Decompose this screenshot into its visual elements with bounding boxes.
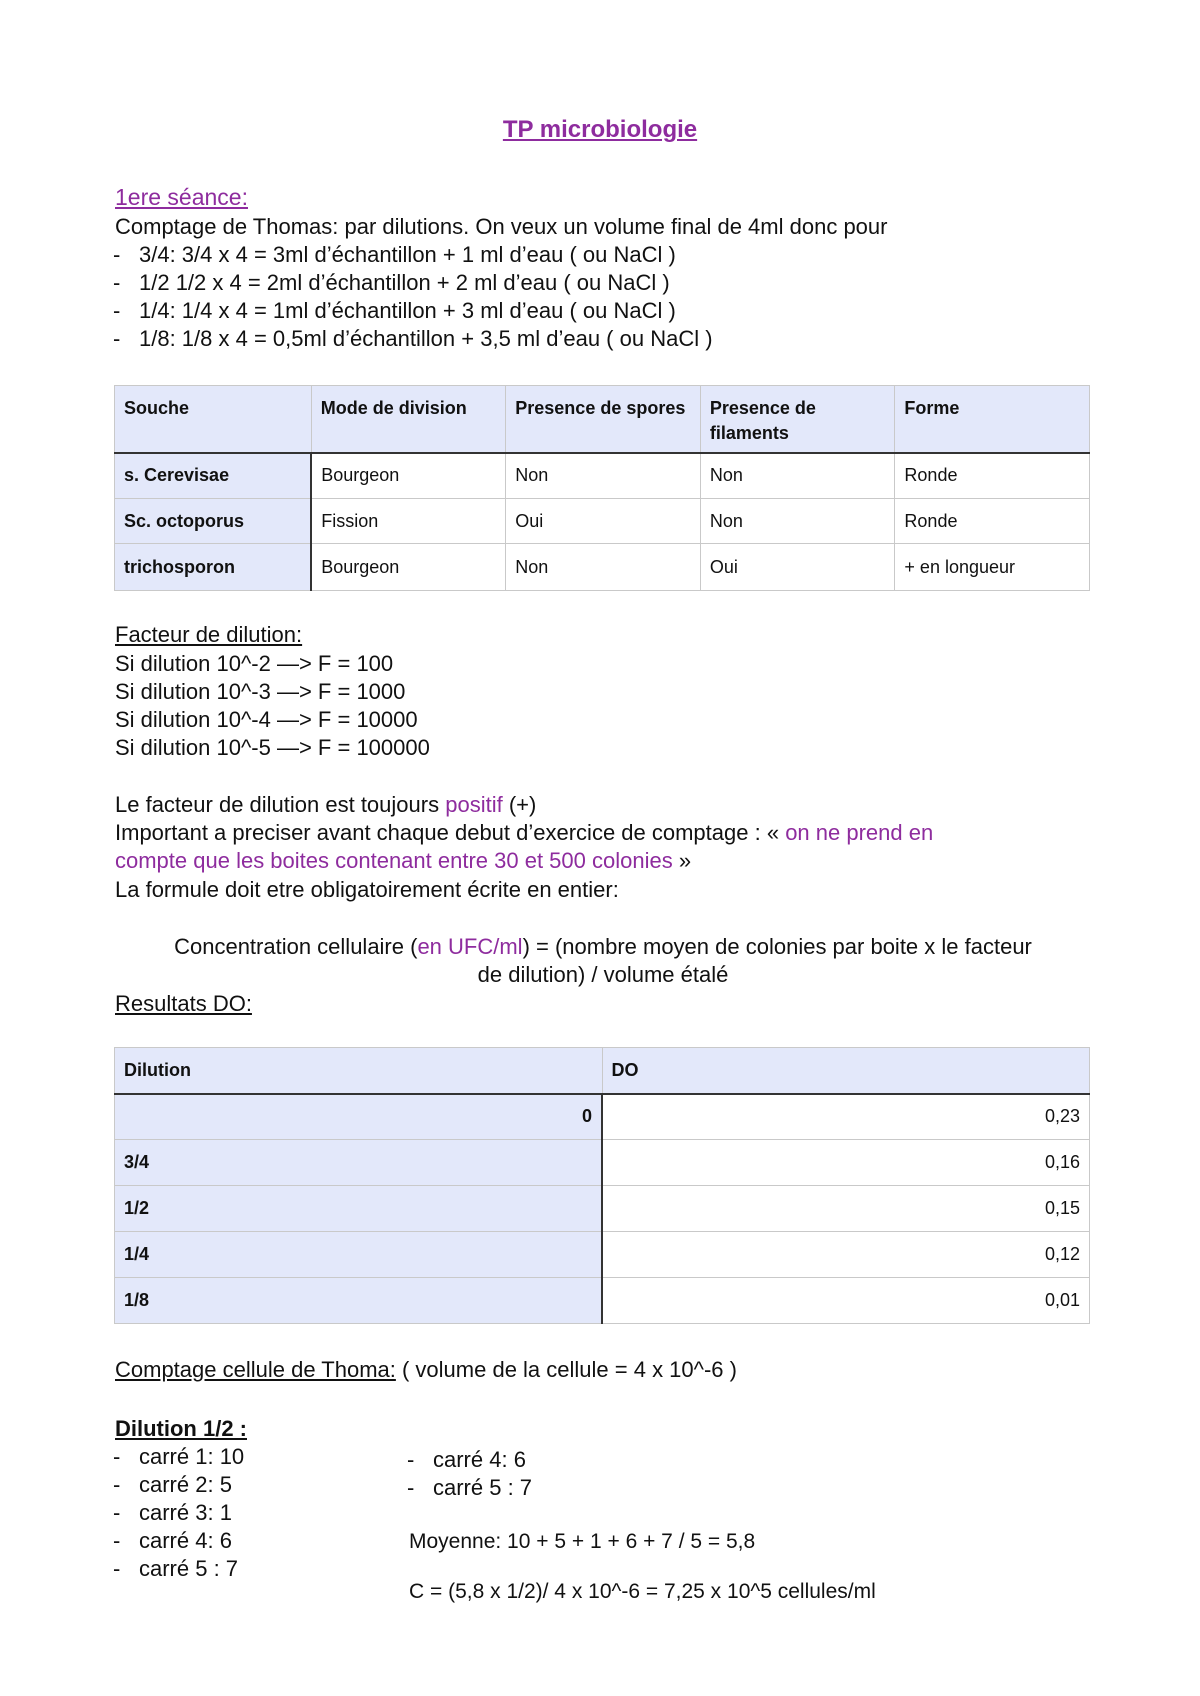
table-header: Presence de spores bbox=[506, 386, 701, 453]
bullet: - bbox=[113, 1500, 121, 1525]
do-table bbox=[114, 1047, 1090, 1324]
formula-line: Concentration cellulaire (en UFC/ml) = (nombre moyen de colonies par boite x le facteur bbox=[174, 934, 1032, 959]
list-item: - carré 1: 10 bbox=[113, 1444, 245, 1469]
souche-table bbox=[114, 385, 1090, 591]
important-highlight: compte que les boites contenant entre 30 et 500 colonies bbox=[115, 848, 673, 873]
bullet: - bbox=[113, 298, 121, 323]
table-cell: 1/4 bbox=[115, 1232, 603, 1278]
table-header: Mode de division bbox=[311, 386, 506, 453]
table-cell: Non bbox=[700, 499, 895, 544]
bullet: - bbox=[407, 1475, 415, 1500]
bullet: - bbox=[407, 1447, 415, 1472]
concentration-line: C = (5,8 x 1/2)/ 4 x 10^-6 = 7,25 x 10^5 cellules/ml bbox=[409, 1580, 876, 1603]
table-header: Forme bbox=[895, 386, 1090, 453]
table-cell: Bourgeon bbox=[311, 544, 506, 591]
facteur-line: Si dilution 10^-2 —> F = 100 bbox=[115, 651, 394, 676]
list-item: - 1/2 1/2 x 4 = 2ml d’échantillon + 2 ml d’eau ( ou NaCl ) bbox=[113, 270, 670, 295]
list-item: - carré 5 : 7 bbox=[113, 1556, 239, 1581]
table-cell: Non bbox=[506, 544, 701, 591]
dilution-half-heading: Dilution 1/2 : bbox=[115, 1416, 247, 1441]
table-cell: Oui bbox=[700, 544, 895, 591]
table-cell: 0,16 bbox=[602, 1140, 1090, 1186]
list-item: - carré 4: 6 bbox=[113, 1528, 232, 1553]
carre-list-right bbox=[407, 1446, 532, 1502]
table-header: Dilution bbox=[115, 1048, 603, 1094]
table-header: Presence de filaments bbox=[700, 386, 895, 453]
table-cell: Fission bbox=[311, 499, 506, 544]
facteur-line: Si dilution 10^-4 —> F = 10000 bbox=[115, 707, 418, 732]
list-item: - carré 5 : 7 bbox=[407, 1475, 533, 1500]
bullet: - bbox=[113, 1444, 121, 1469]
table-cell: 0,15 bbox=[602, 1186, 1090, 1232]
table-cell: 0 bbox=[115, 1094, 603, 1140]
seance-heading: 1ere séance: bbox=[115, 184, 248, 210]
table-cell: s. Cerevisae bbox=[115, 453, 312, 499]
list-item: - 3/4: 3/4 x 4 = 3ml d’échantillon + 1 ml d’eau ( ou NaCl ) bbox=[113, 242, 676, 267]
table-row bbox=[115, 1278, 1090, 1324]
table-row bbox=[115, 499, 1090, 544]
table-cell: Non bbox=[506, 453, 701, 499]
table-cell: Ronde bbox=[895, 499, 1090, 544]
table-row bbox=[115, 453, 1090, 499]
bullet: - bbox=[113, 326, 121, 351]
table-header: DO bbox=[602, 1048, 1090, 1094]
bullet: - bbox=[113, 242, 121, 267]
moyenne-line: Moyenne: 10 + 5 + 1 + 6 + 7 / 5 = 5,8 bbox=[409, 1530, 756, 1553]
table-header-row bbox=[115, 1048, 1090, 1094]
list-item: - carré 2: 5 bbox=[113, 1472, 232, 1497]
table-cell: 0,12 bbox=[602, 1232, 1090, 1278]
formule-intro: La formule doit etre obligatoirement écrite en entier: bbox=[115, 877, 619, 902]
table-cell: 1/2 bbox=[115, 1186, 603, 1232]
thoma-heading: Comptage cellule de Thoma: bbox=[115, 1357, 396, 1382]
table-cell: Non bbox=[700, 453, 895, 499]
list-item: - 1/4: 1/4 x 4 = 1ml d’échantillon + 3 ml d’eau ( ou NaCl ) bbox=[113, 298, 676, 323]
resultats-heading: Resultats DO: bbox=[115, 991, 252, 1016]
table-cell: Oui bbox=[506, 499, 701, 544]
table-cell: trichosporon bbox=[115, 544, 312, 591]
table-cell: 0,01 bbox=[602, 1278, 1090, 1324]
table-cell: Ronde bbox=[895, 453, 1090, 499]
list-item: - 1/8: 1/8 x 4 = 0,5ml d’échantillon + 3,5 ml d’eau ( ou NaCl ) bbox=[113, 326, 713, 351]
table-cell: Bourgeon bbox=[311, 453, 506, 499]
table-cell: + en longueur bbox=[895, 544, 1090, 591]
table-row bbox=[115, 1232, 1090, 1278]
important-line: Important a preciser avant chaque debut d’exercice de comptage : « on ne prend en bbox=[115, 820, 934, 845]
table-row bbox=[115, 1186, 1090, 1232]
table-cell: 3/4 bbox=[115, 1140, 603, 1186]
facteur-heading: Facteur de dilution: bbox=[115, 622, 303, 647]
table-cell: Sc. octoporus bbox=[115, 499, 312, 544]
formula-highlight: en UFC/ml bbox=[417, 934, 523, 959]
important-line-2: compte que les boites contenant entre 30 et 500 colonies » bbox=[115, 848, 692, 873]
facteur-line: Si dilution 10^-3 —> F = 1000 bbox=[115, 679, 406, 704]
carre-list-left bbox=[113, 1443, 244, 1583]
thoma-line: Comptage cellule de Thoma: ( volume de la cellule = 4 x 10^-6 ) bbox=[115, 1357, 737, 1382]
table-header-row bbox=[115, 386, 1090, 453]
table-cell: 0,23 bbox=[602, 1094, 1090, 1140]
bullet: - bbox=[113, 1472, 121, 1497]
bullet: - bbox=[113, 270, 121, 295]
list-item: - carré 3: 1 bbox=[113, 1500, 232, 1525]
bullet: - bbox=[113, 1556, 121, 1581]
positif-highlight: positif bbox=[445, 792, 503, 817]
page-title: TP microbiologie bbox=[502, 116, 698, 143]
intro-text: Comptage de Thomas: par dilutions. On veux un volume final de 4ml donc pour bbox=[115, 214, 888, 239]
list-item: - carré 4: 6 bbox=[407, 1447, 526, 1472]
important-highlight: on ne prend en bbox=[785, 820, 934, 845]
table-cell: 1/8 bbox=[115, 1278, 603, 1324]
positif-line: Le facteur de dilution est toujours positif (+) bbox=[115, 792, 537, 817]
formula-line-2: de dilution) / volume étalé bbox=[477, 962, 729, 987]
table-row bbox=[115, 1140, 1090, 1186]
facteur-line: Si dilution 10^-5 —> F = 100000 bbox=[115, 735, 430, 760]
table-row bbox=[115, 1094, 1090, 1140]
bullet: - bbox=[113, 1528, 121, 1553]
table-row bbox=[115, 544, 1090, 591]
table-header: Souche bbox=[115, 386, 312, 453]
dilution-list bbox=[113, 241, 713, 353]
